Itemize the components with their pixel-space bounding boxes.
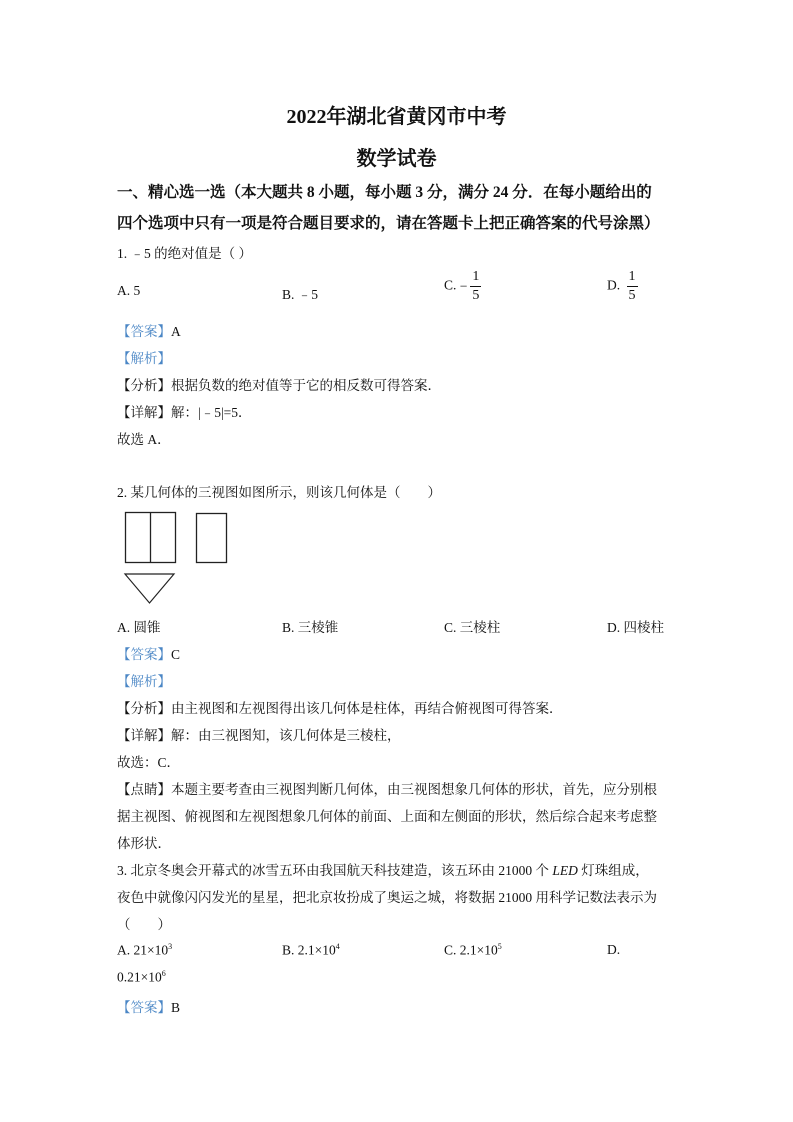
q1-option-b: B. ﹣5: [282, 287, 319, 302]
answer-label: 【答案】: [117, 647, 171, 662]
q1-option-c-prefix: C.: [444, 277, 457, 293]
q2-option-a: A. 圆锥: [117, 620, 161, 635]
q2-conclusion: 故选：C．: [117, 755, 181, 770]
q1-option-c-fraction: [470, 270, 481, 303]
dianjing-text: 本题主要考查由三视图判断几何体，由三视图想象几何体的形状，首先，应分别根: [171, 782, 657, 797]
xiangjie-text: 解：|﹣5|=5．: [171, 405, 252, 420]
dianjing-label: 【点睛】: [117, 782, 171, 797]
q1-stem: 1. ﹣5 的绝对值是（ ）: [117, 246, 252, 261]
q1-analysis-label: 【解析】: [117, 351, 171, 366]
xiangjie-label: 【详解】: [117, 728, 171, 743]
q1-option-d-fraction: [627, 270, 638, 303]
three-view-diagram: [120, 505, 235, 610]
option-exponent: 6: [161, 969, 166, 978]
q1-option-c: [444, 270, 481, 303]
option-exponent: 4: [335, 942, 340, 951]
q1-xiangjie: [117, 401, 252, 421]
q1-option-c-sign: −: [459, 278, 468, 294]
answer-label: 【答案】: [117, 1000, 171, 1015]
fenxi-text: 根据负数的绝对值等于它的相反数可得答案．: [171, 378, 441, 393]
document-subtitle: 数学试卷: [356, 148, 437, 170]
fenxi-label: 【分析】: [117, 378, 171, 393]
q2-answer: [117, 643, 180, 663]
q1-answer: [117, 320, 181, 340]
xiangjie-label: 【详解】: [117, 405, 171, 420]
q3-answer: [117, 996, 180, 1016]
top-view: [125, 574, 174, 603]
fraction-numerator: 1: [627, 270, 638, 287]
q2-option-b: B. 三棱锥: [282, 620, 339, 635]
option-exponent: 3: [168, 942, 173, 951]
fenxi-text: 由主视图和左视图得出该几何体是柱体，再结合俯视图可得答案．: [171, 701, 563, 716]
option-base: C. 2.1×10: [444, 942, 498, 958]
option-base: A. 21×10: [117, 942, 169, 958]
xiangjie-text: 解：由三视图知，该几何体是三棱柱，: [171, 728, 401, 743]
stem-text: 灯珠组成，: [577, 863, 649, 878]
q2-option-d: D. 四棱柱: [607, 620, 664, 635]
q3-stem-line1: [117, 859, 649, 879]
q1-option-d: [607, 270, 638, 303]
option-base: 0.21×10: [117, 969, 162, 985]
q3-stem-line2: 夜色中就像闪闪发光的星星，把北京妆扮成了奥运之城，将数据 21000 用科学记数法表示为: [117, 890, 657, 905]
q2-dianjing-line1: [117, 778, 657, 798]
side-view: [197, 514, 227, 563]
q1-fenxi: [117, 374, 441, 394]
option-base: B. 2.1×10: [282, 942, 336, 958]
fraction-denominator: 5: [628, 288, 636, 303]
q2-analysis-label: 【解析】: [117, 674, 171, 689]
q2-fenxi: [117, 697, 563, 717]
q2-stem: 2. 某几何体的三视图如图所示，则该几何体是（ ）: [117, 485, 441, 500]
stem-led: LED: [552, 863, 578, 878]
q2-option-c: C. 三棱柱: [444, 620, 501, 635]
front-view: [126, 513, 176, 563]
option-exponent: 5: [497, 942, 502, 951]
answer-label: 【答案】: [117, 324, 171, 339]
q2-dianjing-line2: 据主视图、俯视图和左视图想象几何体的前面、上面和左侧面的形状，然后综合起来考虑整: [117, 809, 657, 824]
q3-stem-line3: （ ）: [117, 917, 171, 932]
q1-conclusion: 故选 A．: [117, 432, 171, 447]
document-title: 2022年湖北省黄冈市中考: [286, 106, 507, 128]
fraction-numerator: 1: [470, 270, 481, 287]
q3-option-d: [117, 969, 166, 986]
q3-option-b: [282, 942, 340, 959]
q2-xiangjie: [117, 724, 401, 744]
stem-text: 3. 北京冬奥会开幕式的冰雪五环由我国航天科技建造，该五环由 21000 个: [117, 863, 553, 878]
section-header-line2: 四个选项中只有一项是符合题目要求的，请在答题卡上把正确答案的代号涂黑）: [117, 215, 660, 232]
q2-dianjing-line3: 体形状．: [117, 836, 171, 851]
q1-option-a: A. 5: [117, 283, 141, 298]
fraction-denominator: 5: [472, 288, 480, 303]
q3-option-a: [117, 942, 172, 959]
section-header-line1: 一、精心选一选（本大题共 8 小题，每小题 3 分，满分 24 分．在每小题给出的: [117, 184, 652, 201]
fenxi-label: 【分析】: [117, 701, 171, 716]
q3-option-d-prefix: D.: [607, 942, 621, 957]
answer-value: C: [171, 647, 181, 662]
answer-value: A: [171, 324, 181, 339]
answer-value: B: [171, 1000, 181, 1015]
q1-option-d-prefix: D.: [607, 277, 621, 293]
q3-option-c: [444, 942, 502, 959]
